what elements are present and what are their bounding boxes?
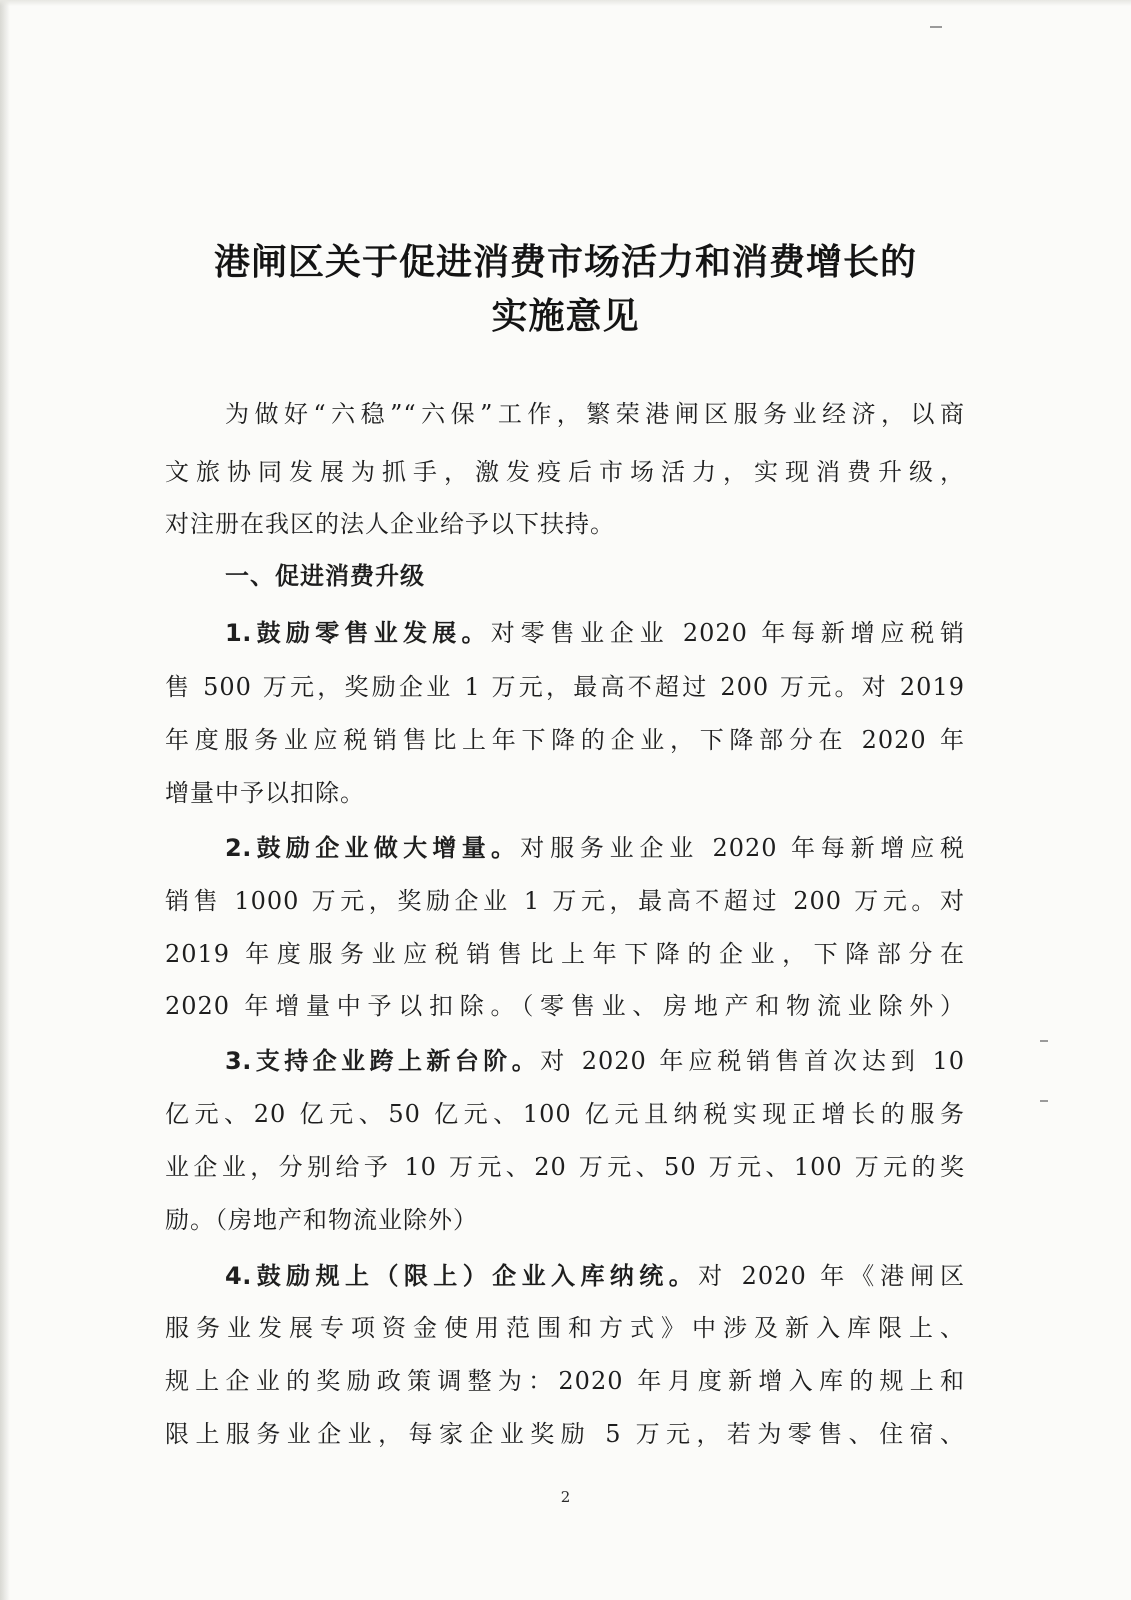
item-3-line-4: 励。（房地产和物流业除外） [165,1206,478,1234]
item-1-lead: 1.鼓励零售业发展。 [225,619,491,647]
scan-speck [1040,1040,1048,1042]
item-1-line-3: 年度服务业应税销售比上年下降的企业，下降部分在 2020 年 [165,726,965,754]
item-3-line-1-text: 对 2020 年应税销售首次达到 10 [540,1047,965,1075]
item-4-line-4: 限上服务业企业，每家企业奖励 5 万元，若为零售、住宿、 [165,1420,965,1448]
scan-speck [930,26,942,28]
item-2-line-1-text: 对服务业企业 2020 年每新增应税 [520,834,965,862]
item-2-line-1 [225,832,965,864]
item-2-line-3: 2019 年度服务业应税销售比上年下降的企业，下降部分在 [165,940,965,968]
intro-line-1: 为做好“六稳”“六保”工作，繁荣港闸区服务业经济，以商 [225,400,965,428]
intro-line-2: 文旅协同发展为抓手，激发疫后市场活力，实现消费升级， [165,458,965,486]
item-4-line-2: 服务业发展专项资金使用范围和方式》中涉及新入库限上、 [165,1314,965,1342]
item-4-line-3: 规上企业的奖励政策调整为：2020 年月度新增入库的规上和 [165,1367,965,1395]
intro-line-3: 对注册在我区的法人企业给予以下扶持。 [165,510,615,538]
item-2-line-4: 2020 年增量中予以扣除。（零售业、房地产和物流业除外） [165,992,965,1020]
item-2-line-2: 销售 1000 万元，奖励企业 1 万元，最高不超过 200 万元。对 [165,887,965,915]
item-3-lead: 3.支持企业跨上新台阶。 [225,1047,541,1075]
document-title-line-1: 港闸区关于促进消费市场活力和消费增长的 [213,242,917,283]
item-1-line-1 [225,617,965,649]
scan-speck [1040,1100,1048,1102]
item-1-line-4: 增量中予以扣除。 [165,779,365,807]
scan-top-edge [0,0,1131,6]
item-3-line-2: 亿元、20 亿元、50 亿元、100 亿元且纳税实现正增长的服务 [165,1100,965,1128]
item-2-lead: 2.鼓励企业做大增量。 [225,834,521,862]
item-4-line-1 [225,1260,965,1292]
item-1-line-1-text: 对零售业企业 2020 年每新增应税销 [490,619,965,647]
item-1-line-2: 售 500 万元，奖励企业 1 万元，最高不超过 200 万元。对 2019 [165,673,965,701]
page-number: 2 [560,1488,571,1506]
item-4-lead: 4.鼓励规上（限上）企业入库纳统。 [225,1262,699,1290]
document-title-line-2: 实施意见 [491,296,640,337]
item-3-line-3: 业企业，分别给予 10 万元、20 万元、50 万元、100 万元的奖 [165,1153,965,1181]
item-4-line-1-text: 对 2020 年《港闸区 [698,1262,965,1290]
item-3-line-1 [225,1045,965,1077]
section-heading: 一、促进消费升级 [225,562,425,590]
